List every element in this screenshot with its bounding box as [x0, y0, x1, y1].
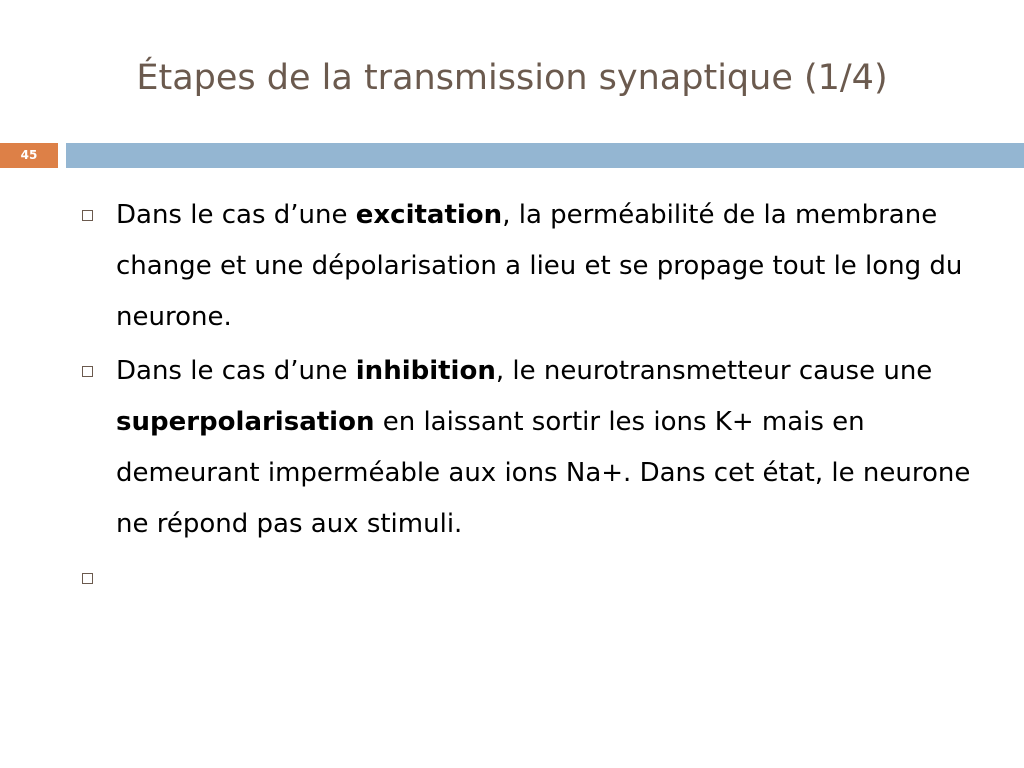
text-segment: , la perméabilité de la membrane change et une dépolarisation a lieu et se propage tout le long du neurone.	[116, 200, 963, 332]
square-bullet-icon	[82, 366, 93, 377]
text-segment: , le neurotransmetteur cause une	[495, 356, 933, 386]
title-underline-bar	[66, 143, 1024, 168]
slide-number-badge: 45	[0, 143, 58, 168]
bold-term-inhibition: inhibition	[355, 356, 496, 386]
bullet-list	[72, 190, 992, 607]
bold-term-superpolarisation: superpolarisation	[116, 407, 375, 437]
bullet-text	[116, 200, 962, 332]
square-bullet-icon	[82, 210, 93, 221]
bold-term-excitation: excitation	[355, 200, 503, 230]
bullet-item	[72, 190, 992, 343]
bullet-item-empty	[72, 553, 992, 604]
text-segment: Dans le cas d’une	[116, 200, 356, 230]
text-segment: en laissant sortir les ions K+ mais en demeurant imperméable aux ions Na+. Dans cet état, le neurone ne répond pas aux stimuli.	[116, 407, 971, 539]
bullet-text	[116, 356, 970, 539]
slide-title: Étapes de la transmission synaptique (1/4)	[136, 58, 888, 98]
bullet-item	[72, 346, 992, 550]
text-segment: Dans le cas d’une	[116, 356, 356, 386]
square-bullet-icon	[82, 573, 93, 584]
